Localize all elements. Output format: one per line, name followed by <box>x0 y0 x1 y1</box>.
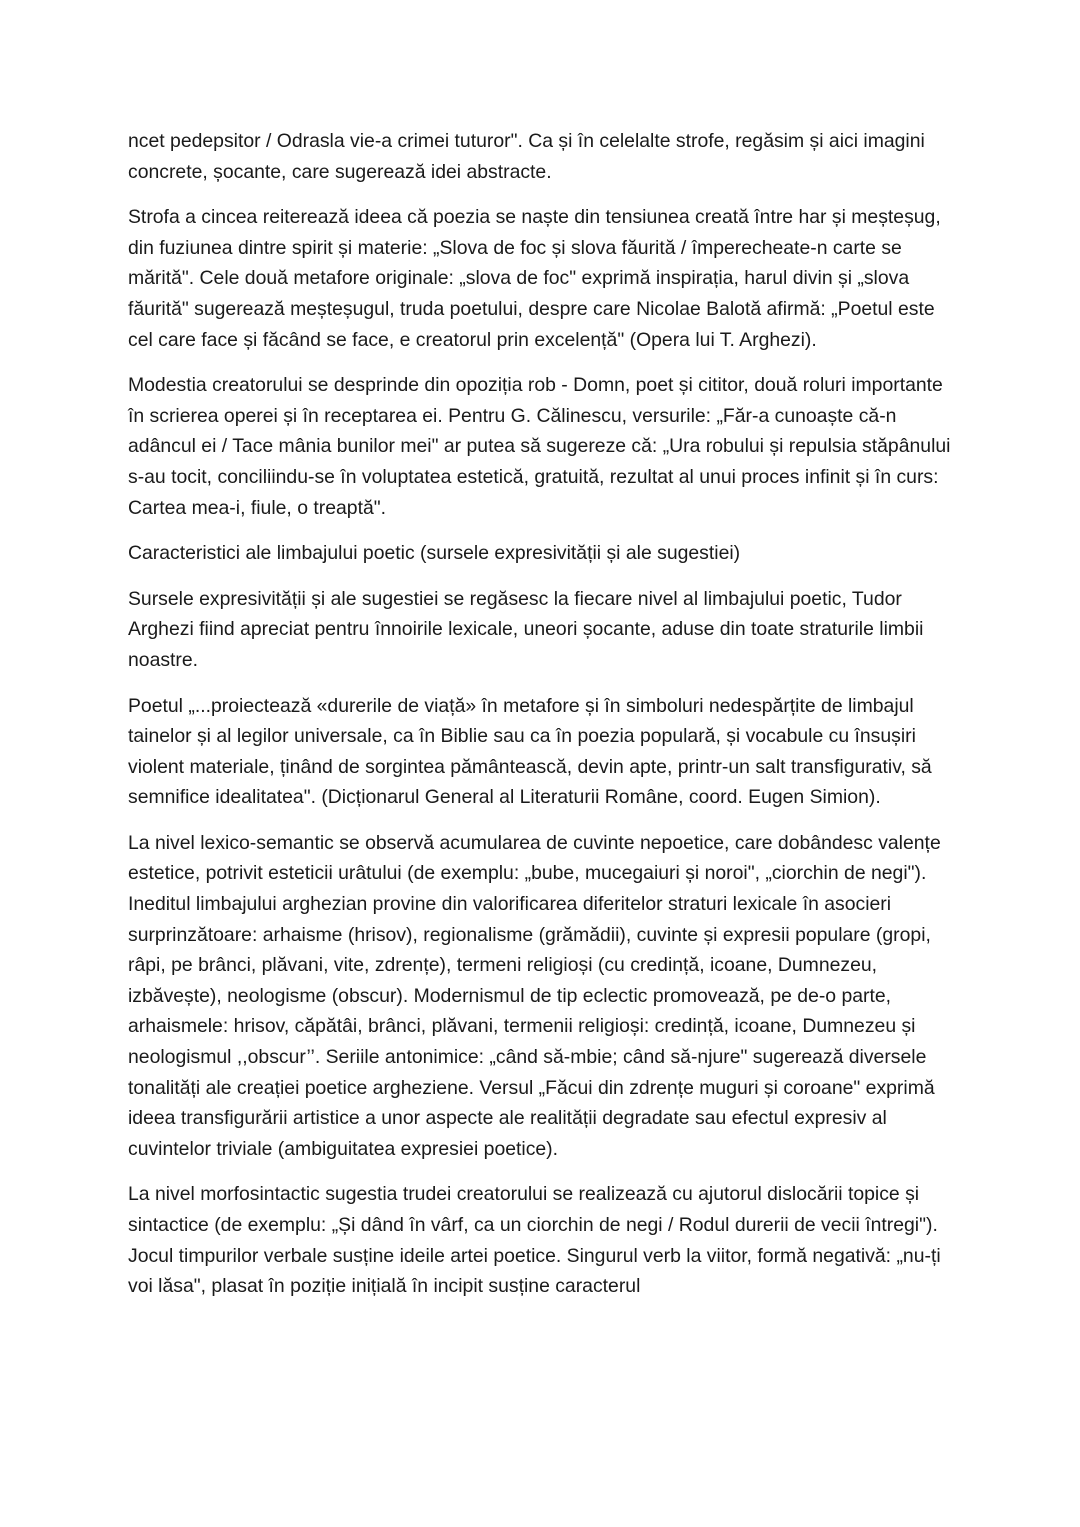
document-page <box>128 126 956 1302</box>
paragraph-strofa-continuare: ncet pedepsitor / Odrasla vie-a crimei tuturor". Ca și în celelalte strofe, regăsim și aici imagini concrete, șocante, care sugerează idei abstracte. <box>128 130 925 183</box>
paragraph-nivel-lexico-semantic: La nivel lexico-semantic se observă acumularea de cuvinte nepoetice, care dobândesc valențe estetice, potrivit esteticii urâtului (de exemplu: „bube, mucegaiuri și noroi", „ciorchin de negi"). Ineditul limbajului arghezian provine din valorificarea diferitelor straturi lexicale în asocieri surprinzătoare: arhaisme (hrisov), regionalisme (grămădii), cuvinte și expresii populare (gropi, râpi, pe brânci, plăvani, vite, zdrențe), termeni religioși (cu credință, icoane, Dumnezeu, izbăvește), neologisme (obscur). Modernismul de tip eclectic promovează, pe de-o parte, arhaismele: hrisov, căpătâi, brânci, plăvani, termenii religioși: credință, icoane, Dumnezeu și neologismul ,,obscur’’. Seriile antonimice: „când să-mbie; când să-njure" sugerează diversele tonalități ale creației poetice argheziene. Versul „Făcui din zdrențe muguri și coroane" exprimă ideea transfigurării artistice a unor aspecte ale realității degradate sau efectul expresiv al cuvintelor triviale (ambiguitatea expresiei poetice). <box>128 831 941 1160</box>
paragraph-nivel-morfosintactic: La nivel morfosintactic sugestia trudei creatorului se realizează cu ajutorul dislocării topice și sintactice (de exemplu: „Și dând în vârf, ca un ciorchin de negi / Rodul durerii de vecii întregi"). Jocul timpurilor verbale susține ideile artei poetice. Singurul verb la viitor, formă negativă: „nu-ți voi lăsa", plasat în poziție inițială în incipit susține caracterul <box>128 1183 941 1298</box>
paragraph-strofa-a-cincea: Strofa a cincea reiterează ideea că poezia se naște din tensiunea creată între har și meșteșug, din fuziunea dintre spirit și materie: „Slova de foc și slova făurită / împerecheate-n carte se mărită". Cele două metafore originale: „slova de foc" exprimă inspirația, harul divin și „slova făurită" sugerează meșteșugul, truda poetului, despre care Nicolae Balotă afirmă: „Poetul este cel care face și făcând se face, e creatorul prin excelență" (Opera lui T. Arghezi). <box>128 206 941 351</box>
paragraph-citat-dictionar: Poetul „...proiectează «durerile de viață» în metafore și în simboluri nedespărțite de limbajul tainelor și al legilor universale, ca în Biblie sau ca în poezia populară, și vocabule cu însușiri violent materiale, ținând de sorgintea pământească, devin apte, printr-un salt transfigurativ, să semnifice idealitatea". (Dicționarul General al Literaturii Române, coord. Eugen Simion). <box>128 694 932 809</box>
section-heading-limbaj-poetic: Caracteristici ale limbajului poetic (sursele expresivității și ale sugestiei) <box>128 542 741 565</box>
paragraph-modestia-creatorului: Modestia creatorului se desprinde din opoziția rob - Domn, poet și cititor, două roluri importante în scrierea operei și în receptarea ei. Pentru G. Călinescu, versurile: „Făr-a cunoaște că-n adâncul ei / Tace mânia bunilor mei" ar putea să sugereze că: „Ura robului și repulsia stăpânului s-au tocit, conciliindu-se în voluptatea estetică, gratuită, rezultat al unui proces infinit și în curs: Cartea mea-i, fiule, o treaptă". <box>128 374 951 519</box>
paragraph-sursele-expresivitatii: Sursele expresivității și ale sugestiei se regăsesc la fiecare nivel al limbajului poetic, Tudor Arghezi fiind apreciat pentru înnoirile lexicale, uneori șocante, aduse din toate straturile limbii noastre. <box>128 587 924 671</box>
